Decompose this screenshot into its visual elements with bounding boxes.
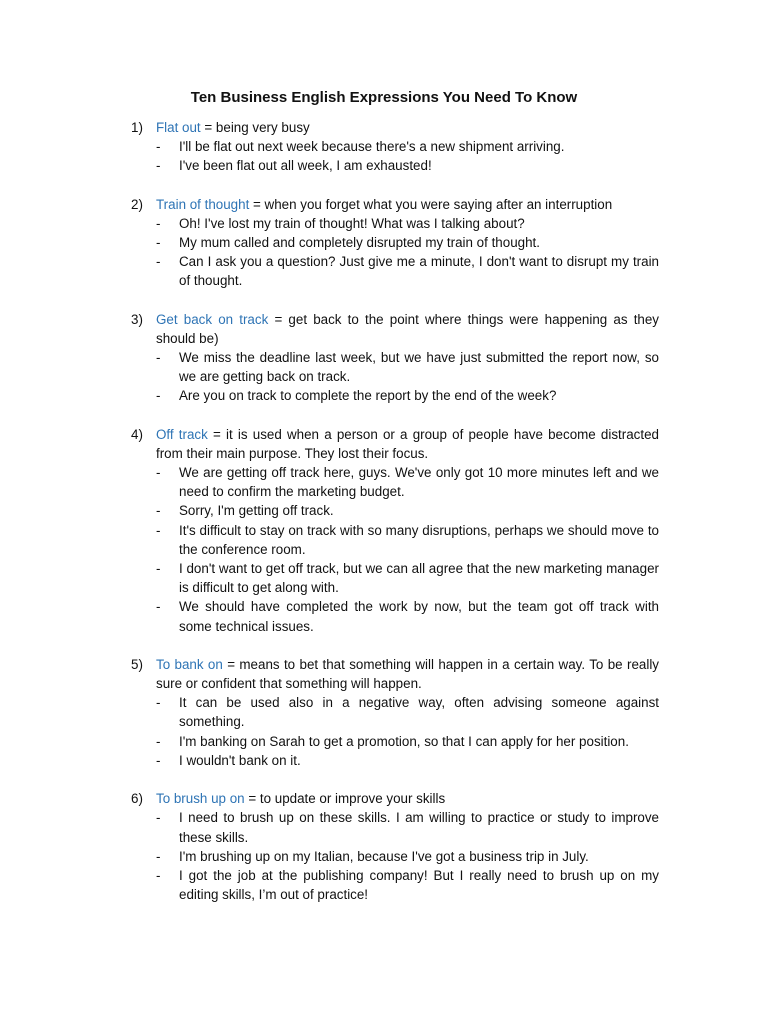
expression-term: To bank on (156, 656, 223, 672)
example-text: I'm brushing up on my Italian, because I've got a business trip in July. (179, 848, 589, 864)
dash-bullet: - (156, 503, 161, 519)
dash-bullet: - (156, 599, 161, 615)
example-text: We should have completed the work by now, but the team got off track with some technical issues. (179, 599, 659, 634)
example-text: We are getting off track here, guys. We've only got 10 more minutes left and we need to confirm the marketing budget. (179, 465, 659, 500)
example-text: I don't want to get off track, but we can all agree that the new marketing manager is difficult to get along with. (179, 561, 659, 596)
dash-bullet: - (156, 752, 161, 768)
expression-heading (156, 789, 659, 808)
dash-bullet: - (156, 388, 161, 404)
expression-term: Flat out (156, 120, 201, 135)
expression-list (0, 118, 768, 923)
item-number: 5) (131, 656, 143, 672)
expression-item (0, 789, 768, 904)
item-number: 3) (131, 311, 143, 327)
expression-definition: = it is used when a person or a group of people have become distracted from their main purpose. They lost their focus. (156, 426, 663, 461)
expression-item (0, 310, 768, 406)
example-text: Oh! I've lost my train of thought! What was I talking about? (179, 215, 525, 231)
dash-bullet: - (156, 561, 161, 577)
document-title: Ten Business English Expressions You Need To Know (190, 89, 578, 106)
example-sentence (156, 501, 659, 520)
example-sentence (156, 386, 659, 405)
expression-definition: = get back to the point where things were happening as they should be) (156, 311, 663, 346)
expression-heading (156, 655, 663, 693)
example-sentence (156, 732, 659, 751)
dash-bullet: - (156, 254, 161, 270)
example-text: I wouldn't bank on it. (179, 752, 301, 768)
example-sentence (156, 156, 659, 175)
dash-bullet: - (156, 695, 161, 711)
dash-bullet: - (156, 350, 161, 366)
example-sentence (156, 521, 659, 559)
expression-item (0, 118, 768, 176)
example-sentence (156, 847, 659, 866)
example-text: We miss the deadline last week, but we have just submitted the report now, so we are getting back on track. (179, 350, 659, 385)
example-text: I need to brush up on these skills. I am willing to practice or study to improve these skills. (179, 810, 659, 845)
example-sentence (156, 214, 659, 233)
expression-heading (156, 310, 663, 348)
dash-bullet: - (156, 733, 161, 749)
expression-item (0, 195, 768, 291)
expression-definition: = to update or improve your skills (244, 791, 446, 807)
dash-bullet: - (156, 139, 161, 155)
dash-bullet: - (156, 810, 161, 826)
example-text: My mum called and completely disrupted my train of thought. (179, 235, 540, 251)
expression-term: Train of thought (156, 196, 250, 212)
example-sentence (156, 597, 659, 635)
example-sentence (156, 233, 659, 252)
example-text: I'm banking on Sarah to get a promotion, so that I can apply for her position. (179, 733, 629, 749)
expression-heading (156, 425, 663, 463)
dash-bullet: - (156, 158, 161, 174)
expression-item (0, 655, 768, 770)
item-number: 2) (131, 196, 143, 212)
example-text: Can I ask you a question? Just give me a minute, I don't want to disrupt my train of thought. (179, 254, 659, 289)
expression-definition: = means to bet that something will happen in a certain way. To be really sure or confident that something will happen. (156, 656, 663, 692)
example-text: It can be used also in a negative way, often advising someone against something. (179, 695, 659, 730)
dash-bullet: - (156, 522, 161, 538)
example-text: Are you on track to complete the report by the end of the week? (179, 388, 557, 404)
expression-definition: = when you forget what you were saying after an interruption (249, 196, 613, 212)
item-number: 1) (131, 120, 143, 135)
dash-bullet: - (156, 867, 161, 883)
dash-bullet: - (156, 215, 161, 231)
example-text: I'll be flat out next week because there's a new shipment arriving. (179, 139, 565, 155)
expression-term: To brush up on (156, 791, 245, 807)
example-text: I've been flat out all week, I am exhausted! (179, 158, 432, 174)
example-sentence (156, 463, 659, 501)
example-sentence (156, 252, 659, 290)
example-text: It's difficult to stay on track with so many disruptions, perhaps we should move to the conference room. (179, 522, 659, 557)
example-sentence (156, 348, 659, 386)
example-sentence (156, 866, 659, 904)
example-sentence (156, 808, 659, 846)
dash-bullet: - (156, 465, 161, 481)
expression-heading (156, 195, 659, 214)
dash-bullet: - (156, 235, 161, 251)
dash-bullet: - (156, 848, 161, 864)
item-number: 4) (131, 426, 143, 442)
example-sentence (156, 693, 659, 731)
expression-heading (156, 118, 659, 137)
expression-term: Get back on track (156, 311, 269, 327)
example-sentence (156, 559, 659, 597)
item-number: 6) (131, 791, 143, 807)
expression-term: Off track (156, 426, 208, 442)
example-text: I got the job at the publishing company! But I really need to brush up on my editing skills, I’m out of practice! (179, 867, 659, 903)
example-sentence (156, 137, 659, 156)
example-sentence (156, 751, 659, 770)
example-text: Sorry, I'm getting off track. (179, 503, 334, 519)
expression-definition: = being very busy (200, 120, 310, 135)
expression-item (0, 425, 768, 636)
